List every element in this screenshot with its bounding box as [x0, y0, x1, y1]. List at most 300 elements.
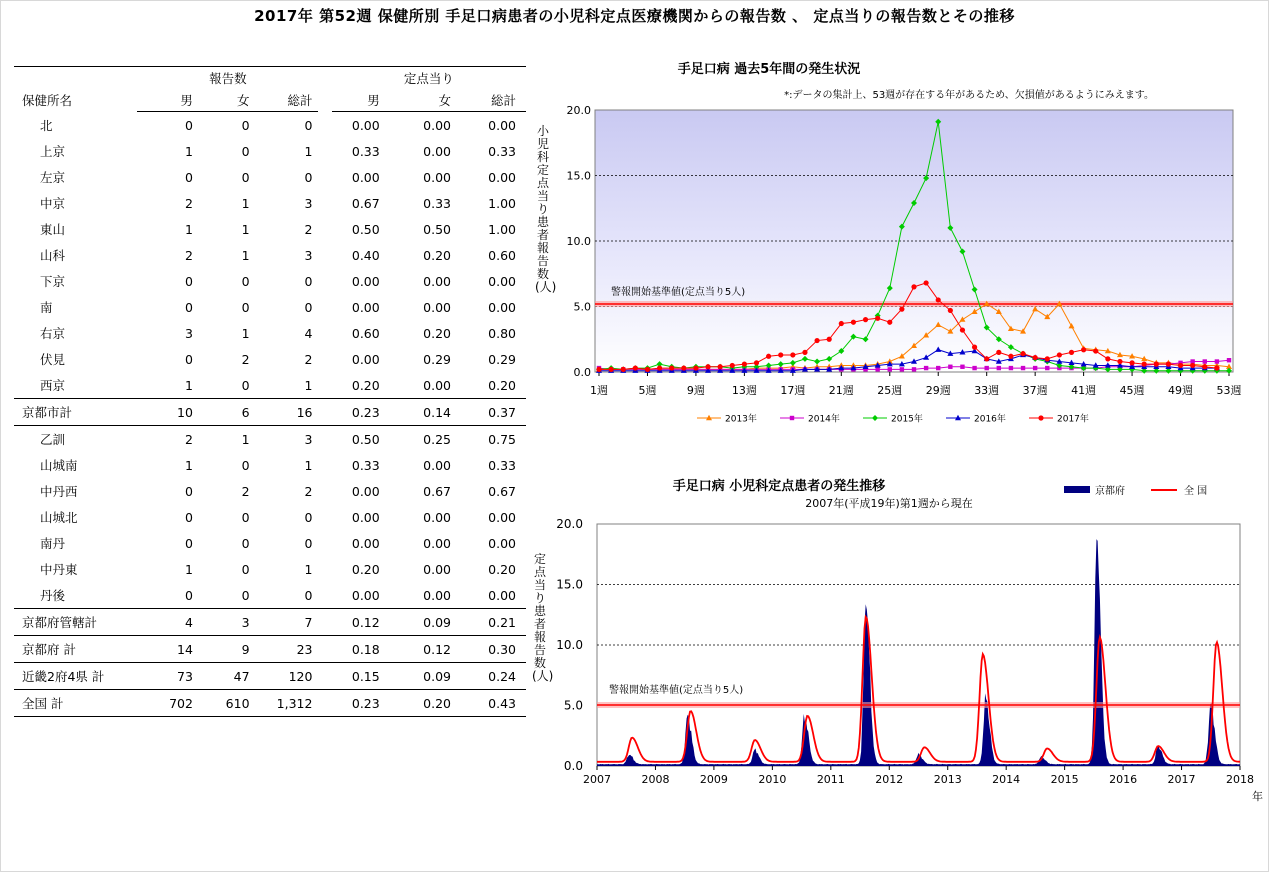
- page-title: 2017年 第52週 保健所別 手足口病患者の小児科定点医療機関からの報告数 、 定点当りの報告数とその推移: [254, 7, 1015, 25]
- chart1-point: [1215, 359, 1219, 363]
- cell-m: 0: [184, 535, 193, 551]
- chart1-point: [609, 367, 614, 372]
- table-row: [14, 478, 526, 504]
- cell-m: 0: [184, 483, 193, 499]
- cell-t: 0: [304, 169, 313, 185]
- table-row: [14, 320, 526, 346]
- cell-f: 1: [199, 426, 262, 453]
- cell-pm: 0.00: [351, 169, 380, 185]
- cell-pt: 0.00: [488, 169, 516, 185]
- cell-t: 1,312: [262, 690, 319, 717]
- cell-pm: 0.00: [351, 351, 380, 367]
- cell-t: 2: [304, 351, 313, 367]
- cell-pm: 0.67: [351, 195, 380, 211]
- chart1-note: *:データの集計上、53週が存在する年があるため、欠損値があるようにみえます。: [784, 90, 1154, 101]
- cell-pm: 0.33: [351, 457, 380, 473]
- cell-f: 0: [241, 535, 250, 551]
- table-row: [14, 399, 526, 426]
- chart1-point: [1081, 347, 1086, 352]
- chart1-point: [924, 366, 928, 370]
- chart1-xtick: 37週: [1022, 384, 1048, 397]
- cell-name: 京都府 計: [14, 636, 137, 663]
- cell-pf: 0.20: [423, 325, 451, 341]
- cell-pm: 0.00: [351, 117, 380, 133]
- cell-f: 0: [241, 509, 250, 525]
- legend-marker: [790, 416, 794, 420]
- table-row: [14, 452, 526, 478]
- cell-pt: 0.75: [463, 426, 526, 453]
- cell-f: 0: [241, 377, 250, 393]
- cell-name: 中丹西: [40, 484, 78, 499]
- cell-t: 0: [304, 509, 313, 525]
- table-row: [14, 582, 526, 609]
- chart1-ytick: 0.0: [573, 366, 591, 379]
- chart2-xtick: 2008: [641, 773, 670, 786]
- legend-marker: [1038, 415, 1043, 420]
- chart1-xtick: 5週: [638, 384, 657, 397]
- chart1-point: [657, 365, 662, 370]
- chart2-ytick: 15.0: [556, 577, 583, 592]
- cell-t: 1: [304, 377, 313, 393]
- chart1-xtick: 1週: [590, 384, 608, 397]
- cell-pt: 0.60: [488, 247, 516, 263]
- cell-pf: 0.00: [423, 273, 451, 289]
- cell-pf: 0.00: [423, 377, 451, 393]
- past-5-years-chart: [529, 55, 1269, 435]
- table-row: [14, 556, 526, 582]
- cell-m: 0: [184, 351, 193, 367]
- chart1-xtick: 17週: [780, 384, 806, 397]
- chart1-plot-area: [595, 110, 1233, 372]
- chart1-xtick: 45週: [1119, 384, 1145, 397]
- chart1-point: [972, 345, 977, 350]
- cell-m: 0: [184, 587, 193, 603]
- chart2-xtick: 2010: [758, 773, 787, 786]
- cell-f: 0: [241, 457, 250, 473]
- cell-m: 1: [184, 377, 193, 393]
- cell-name: 丹後: [40, 588, 66, 603]
- cell-f: 1: [241, 221, 250, 237]
- chart1-point: [948, 308, 953, 313]
- cell-pf: 0.00: [423, 457, 451, 473]
- chart2-xtick: 2009: [699, 773, 728, 786]
- cell-f: 1: [241, 325, 250, 341]
- cell-m: 10: [137, 399, 199, 426]
- chart2-xtick: 2011: [816, 773, 845, 786]
- cell-pt: 0.21: [463, 609, 526, 636]
- chart1-point: [802, 350, 807, 355]
- chart1-point: [936, 366, 940, 370]
- chart2-ytick: 5.0: [563, 698, 583, 713]
- cell-t: 3: [262, 426, 319, 453]
- chart2-x-unit: 年: [1252, 790, 1263, 803]
- cell-t: 16: [262, 399, 319, 426]
- chart1-point: [1021, 366, 1025, 370]
- chart1-point: [911, 284, 916, 289]
- cell-t: 0: [304, 535, 313, 551]
- legend-kyoto-swatch: [1064, 486, 1090, 493]
- chart1-ylabel-text: 小児科定点当り患者報告数(人): [535, 124, 557, 294]
- chart2-xtick: 2015: [1050, 773, 1079, 786]
- chart1-point: [1190, 363, 1195, 368]
- chart1-point: [900, 367, 904, 371]
- cell-m: 0: [184, 169, 193, 185]
- cell-pf: 0.09: [400, 609, 463, 636]
- cell-pf: 0.09: [400, 663, 463, 690]
- cell-f: 0: [241, 117, 250, 133]
- chart1-point: [1093, 348, 1098, 353]
- chart1-ytick: 10.0: [566, 235, 591, 248]
- cell-f: 2: [241, 483, 250, 499]
- header-male: 男: [180, 93, 193, 108]
- stats-table: [14, 66, 526, 717]
- chart1-point: [754, 360, 759, 365]
- chart1-point: [827, 337, 832, 342]
- chart2-ytick: 0.0: [563, 759, 583, 773]
- table-row: [14, 112, 526, 139]
- cell-pf: 0.00: [423, 299, 451, 315]
- trend-chart: [529, 473, 1269, 803]
- cell-pt: 0.00: [488, 273, 516, 289]
- cell-name: 左京: [40, 170, 66, 185]
- chart1-point: [960, 365, 964, 369]
- cell-t: 0: [304, 117, 313, 133]
- cell-pf: 0.00: [423, 587, 451, 603]
- table-row: [14, 164, 526, 190]
- chart1-ytick: 20.0: [566, 104, 591, 117]
- legend-label: 2015年: [891, 414, 923, 425]
- chart1-xtick: 53週: [1216, 384, 1242, 397]
- chart2-title: 手足口病 小児科定点患者の発生推移: [672, 479, 886, 494]
- chart1-point: [1202, 364, 1207, 369]
- cell-m: 0: [184, 273, 193, 289]
- chart1-point: [1069, 350, 1074, 355]
- header-female: 女: [237, 93, 250, 108]
- cell-pf: 0.00: [423, 169, 451, 185]
- chart1-point: [1045, 366, 1049, 370]
- cell-t: 3: [304, 195, 313, 211]
- cell-pm: 0.12: [332, 609, 400, 636]
- chart1-point: [875, 316, 880, 321]
- cell-pm: 0.00: [351, 273, 380, 289]
- cell-f: 3: [199, 609, 262, 636]
- header-sentinel: 定点当り: [403, 71, 454, 86]
- chart2-xtick: 2012: [875, 773, 904, 786]
- table-row: [14, 426, 526, 453]
- table-row: [14, 530, 526, 556]
- cell-t: 0: [304, 587, 313, 603]
- chart1-point: [839, 321, 844, 326]
- cell-name: 近畿2府4県 計: [14, 663, 137, 690]
- chart1-point: [1020, 351, 1025, 356]
- cell-pf: 0.00: [423, 143, 451, 159]
- chart1-xtick: 33週: [974, 384, 1000, 397]
- chart1-point: [1009, 366, 1013, 370]
- chart2-ylabel: [532, 552, 554, 683]
- chart1-point: [1045, 356, 1050, 361]
- cell-pf: 0.12: [400, 636, 463, 663]
- cell-pm: 0.20: [351, 377, 380, 393]
- cell-f: 0: [241, 169, 250, 185]
- chart1-point: [730, 363, 735, 368]
- chart1-xtick: 29週: [925, 384, 951, 397]
- cell-t: 0: [304, 299, 313, 315]
- cell-f: 0: [241, 299, 250, 315]
- cell-m: 0: [184, 509, 193, 525]
- cell-name: 下京: [40, 274, 66, 289]
- cell-pt: 0.30: [463, 636, 526, 663]
- cell-pt: 0.29: [488, 351, 516, 367]
- chart1-point: [596, 367, 601, 372]
- cell-t: 0: [304, 273, 313, 289]
- table-row: [14, 242, 526, 268]
- cell-pf: 0.00: [423, 509, 451, 525]
- chart1-point: [984, 356, 989, 361]
- cell-name: 京都市計: [14, 399, 137, 426]
- cell-t: 120: [262, 663, 319, 690]
- table-row: [14, 663, 526, 690]
- chart1-legend: [697, 413, 1089, 425]
- legend-marker: [872, 415, 878, 421]
- table-row: [14, 346, 526, 372]
- cell-name: 南: [40, 300, 53, 315]
- cell-pt: 0.00: [488, 535, 516, 551]
- cell-f: 1: [241, 247, 250, 263]
- cell-pm: 0.23: [332, 690, 400, 717]
- chart1-xtick: 25週: [877, 384, 903, 397]
- cell-pm: 0.00: [351, 587, 380, 603]
- chart1-point: [1203, 359, 1207, 363]
- cell-name: 中丹東: [40, 562, 78, 577]
- header-sentinel-female: 女: [438, 93, 451, 108]
- cell-name: 伏見: [40, 352, 66, 367]
- cell-f: 0: [241, 587, 250, 603]
- legend-label: 2017年: [1057, 414, 1089, 425]
- cell-name: 南丹: [40, 536, 66, 551]
- cell-m: 2: [137, 426, 199, 453]
- cell-pf: 0.50: [423, 221, 451, 237]
- cell-pm: 0.20: [351, 561, 380, 577]
- cell-pt: 0.00: [488, 587, 516, 603]
- chart1-point: [814, 338, 819, 343]
- cell-name: 西京: [40, 378, 66, 393]
- chart1-point: [645, 367, 650, 372]
- table-header-group: [14, 67, 526, 90]
- header-reports: 報告数: [209, 71, 247, 86]
- chart2-xtick: 2018: [1226, 773, 1254, 786]
- cell-pm: 0.50: [351, 221, 380, 237]
- chart1-point: [997, 366, 1001, 370]
- cell-t: 1: [304, 561, 313, 577]
- cell-pm: 0.00: [351, 535, 380, 551]
- chart1-point: [1227, 358, 1231, 362]
- cell-t: 7: [262, 609, 319, 636]
- cell-pt: 1.00: [488, 221, 516, 237]
- cell-pf: 0.67: [423, 483, 451, 499]
- chart1-point: [888, 367, 892, 371]
- chart1-point: [742, 362, 747, 367]
- cell-pf: 0.20: [423, 247, 451, 263]
- table-row: [14, 216, 526, 242]
- cell-pm: 0.00: [351, 483, 380, 499]
- cell-m: 3: [184, 325, 193, 341]
- cell-pm: 0.00: [351, 299, 380, 315]
- cell-pf: 0.14: [400, 399, 463, 426]
- chart2-xtick: 2007: [583, 773, 611, 786]
- table-row: [14, 138, 526, 164]
- chart2-ytick: 20.0: [556, 517, 583, 531]
- table-row: [14, 690, 526, 717]
- chart1-point: [1057, 352, 1062, 357]
- cell-f: 2: [241, 351, 250, 367]
- cell-pf: 0.33: [423, 195, 451, 211]
- table-row: [14, 268, 526, 294]
- chart2-xtick: 2014: [992, 773, 1021, 786]
- cell-pt: 0.20: [488, 561, 516, 577]
- chart1-point: [1178, 363, 1183, 368]
- cell-pf: 0.00: [423, 561, 451, 577]
- cell-name: 北: [40, 117, 53, 133]
- table-row: [14, 372, 526, 399]
- chart1-point: [924, 280, 929, 285]
- cell-pm: 0.00: [351, 509, 380, 525]
- chart1-point: [1033, 366, 1037, 370]
- chart2-xtick: 2013: [933, 773, 962, 786]
- cell-t: 3: [304, 247, 313, 263]
- chart1-point: [984, 366, 988, 370]
- cell-name: 全国 計: [14, 690, 137, 717]
- cell-m: 2: [184, 195, 193, 211]
- cell-pf: 0.00: [423, 535, 451, 551]
- chart1-point: [996, 350, 1001, 355]
- legend-kyoto-label: 京都府: [1095, 486, 1125, 497]
- cell-t: 23: [262, 636, 319, 663]
- cell-pm: 0.18: [332, 636, 400, 663]
- chart2-threshold-label: 警報開始基準値(定点当り5人): [609, 685, 744, 696]
- chart1-point: [1154, 362, 1159, 367]
- chart1-point: [912, 367, 916, 371]
- cell-m: 73: [137, 663, 199, 690]
- cell-pt: 0.24: [463, 663, 526, 690]
- chart1-point: [1166, 362, 1171, 367]
- cell-pt: 0.20: [488, 377, 516, 393]
- header-name: 保健所名: [22, 93, 73, 109]
- chart1-point: [851, 320, 856, 325]
- cell-pt: 1.00: [488, 195, 516, 211]
- cell-name: 中京: [40, 196, 66, 211]
- cell-m: 1: [184, 221, 193, 237]
- chart1-ytick: 5.0: [573, 300, 591, 314]
- chart1-title: 手足口病 過去5年間の発生状況: [677, 62, 861, 77]
- chart2-legend: [1064, 484, 1207, 497]
- cell-pm: 0.33: [351, 143, 380, 159]
- cell-m: 2: [184, 247, 193, 263]
- cell-pm: 0.23: [332, 399, 400, 426]
- header-sentinel-total: 総計: [490, 93, 516, 108]
- cell-f: 47: [199, 663, 262, 690]
- cell-t: 1: [304, 457, 313, 473]
- legend-national-label: 全 国: [1184, 486, 1208, 497]
- cell-f: 0: [241, 273, 250, 289]
- cell-f: 0: [241, 561, 250, 577]
- chart2-ytick: 10.0: [556, 638, 583, 652]
- chart1-point: [681, 365, 686, 370]
- cell-t: 1: [304, 143, 313, 159]
- chart2-ylabel-text: 定点当り患者報告数(人): [532, 552, 554, 683]
- chart1-point: [1214, 365, 1219, 370]
- cell-f: 0: [241, 143, 250, 159]
- chart1-point: [875, 367, 879, 371]
- chart1-point: [948, 365, 952, 369]
- legend-label: 2014年: [808, 414, 840, 425]
- cell-pf: 0.29: [423, 351, 451, 367]
- cell-pt: 0.00: [488, 509, 516, 525]
- cell-name: 山城北: [40, 510, 78, 525]
- chart1-point: [887, 320, 892, 325]
- cell-f: 9: [199, 636, 262, 663]
- table-row: [14, 294, 526, 320]
- chart1-ylabel: [535, 124, 557, 294]
- chart1-point: [1129, 360, 1134, 365]
- cell-pt: 0.67: [488, 483, 516, 499]
- chart1-point: [960, 327, 965, 332]
- chart1-point: [669, 365, 674, 370]
- chart1-xtick: 41週: [1071, 384, 1097, 397]
- chart1-point: [899, 307, 904, 312]
- header-sentinel-male: 男: [367, 93, 380, 108]
- chart1-xtick: 21週: [828, 384, 854, 397]
- cell-m: 1: [184, 561, 193, 577]
- chart1-point: [1117, 359, 1122, 364]
- cell-f: 1: [241, 195, 250, 211]
- cell-name: 上京: [40, 144, 66, 159]
- cell-name: 山科: [40, 248, 66, 263]
- chart1-point: [1105, 356, 1110, 361]
- chart1-point: [936, 297, 941, 302]
- cell-t: 2: [304, 221, 313, 237]
- cell-m: 0: [184, 299, 193, 315]
- cell-m: 0: [184, 117, 193, 133]
- cell-pm: 0.60: [351, 325, 380, 341]
- cell-t: 4: [304, 325, 313, 341]
- cell-name: 山城南: [40, 458, 78, 473]
- table-row: [14, 190, 526, 216]
- cell-pf: 0.20: [400, 690, 463, 717]
- chart2-xtick: 2017: [1167, 773, 1196, 786]
- cell-m: 1: [184, 143, 193, 159]
- cell-pf: 0.25: [400, 426, 463, 453]
- cell-pm: 0.40: [351, 247, 380, 263]
- chart2-xtick: 2016: [1109, 773, 1138, 786]
- chart1-xtick: 49週: [1168, 384, 1194, 397]
- cell-m: 4: [137, 609, 199, 636]
- legend-label: 2013年: [725, 414, 757, 425]
- cell-name: 乙訓: [14, 426, 137, 453]
- chart1-point: [790, 352, 795, 357]
- cell-m: 1: [184, 457, 193, 473]
- cell-pt: 0.37: [463, 399, 526, 426]
- chart1-point: [863, 317, 868, 322]
- cell-f: 610: [199, 690, 262, 717]
- chart1-point: [766, 354, 771, 359]
- chart1-point: [693, 365, 698, 370]
- chart1-point: [621, 367, 626, 372]
- cell-pt: 0.80: [488, 325, 516, 341]
- cell-pm: 0.15: [332, 663, 400, 690]
- cell-name: 京都府管轄計: [14, 609, 137, 636]
- chart1-point: [718, 364, 723, 369]
- chart2-subtitle: 2007年(平成19年)第1週から現在: [805, 497, 973, 510]
